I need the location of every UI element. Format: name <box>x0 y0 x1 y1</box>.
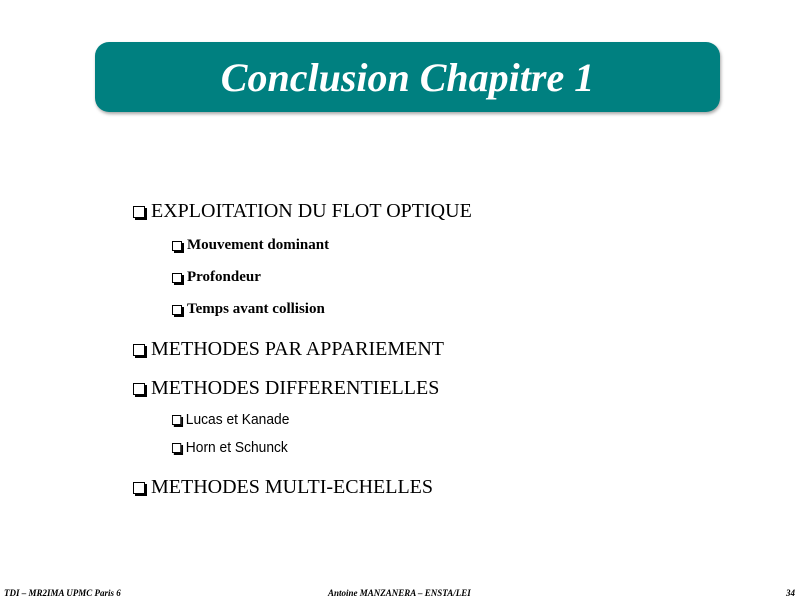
list-item-label: Horn et Schunck <box>185 439 288 456</box>
list-item-label: Lucas et Kanade <box>185 411 290 428</box>
list-item-lucas-kanade <box>172 411 289 428</box>
checkbox-bullet-icon <box>133 344 145 356</box>
list-item-profondeur <box>172 269 261 286</box>
list-item-label: METHODES MULTI-ECHELLES <box>151 476 434 498</box>
checkbox-bullet-icon <box>133 206 145 218</box>
list-item-label: Mouvement dominant <box>187 237 330 253</box>
list-item-label: METHODES PAR APPARIEMENT <box>151 338 445 360</box>
list-item-label: METHODES DIFFERENTIELLES <box>151 377 440 399</box>
list-item-label: Temps avant collision <box>187 301 325 317</box>
list-item-exploitation <box>133 200 472 223</box>
list-item-horn-schunck <box>172 439 288 456</box>
title-banner <box>95 42 720 112</box>
checkbox-bullet-icon <box>133 383 145 395</box>
list-item-mouvement <box>172 237 329 254</box>
checkbox-bullet-icon <box>172 305 182 315</box>
list-item-temps <box>172 301 325 318</box>
checkbox-bullet-icon <box>172 443 181 453</box>
list-item-label: Profondeur <box>187 269 261 285</box>
checkbox-bullet-icon <box>133 482 145 494</box>
checkbox-bullet-icon <box>172 273 182 283</box>
page-number: 34 <box>786 588 795 598</box>
list-item-differentielles <box>133 377 439 400</box>
checkbox-bullet-icon <box>172 415 181 425</box>
footer-center: Antoine MANZANERA – ENSTA/LEI <box>328 588 471 598</box>
list-item-multi-echelles <box>133 476 433 499</box>
list-item-appariement <box>133 338 444 361</box>
footer-left: TDI – MR2IMA UPMC Paris 6 <box>4 588 121 598</box>
slide-title: Conclusion Chapitre 1 <box>220 54 595 100</box>
list-item-label: EXPLOITATION DU FLOT OPTIQUE <box>151 200 472 222</box>
checkbox-bullet-icon <box>172 241 182 251</box>
